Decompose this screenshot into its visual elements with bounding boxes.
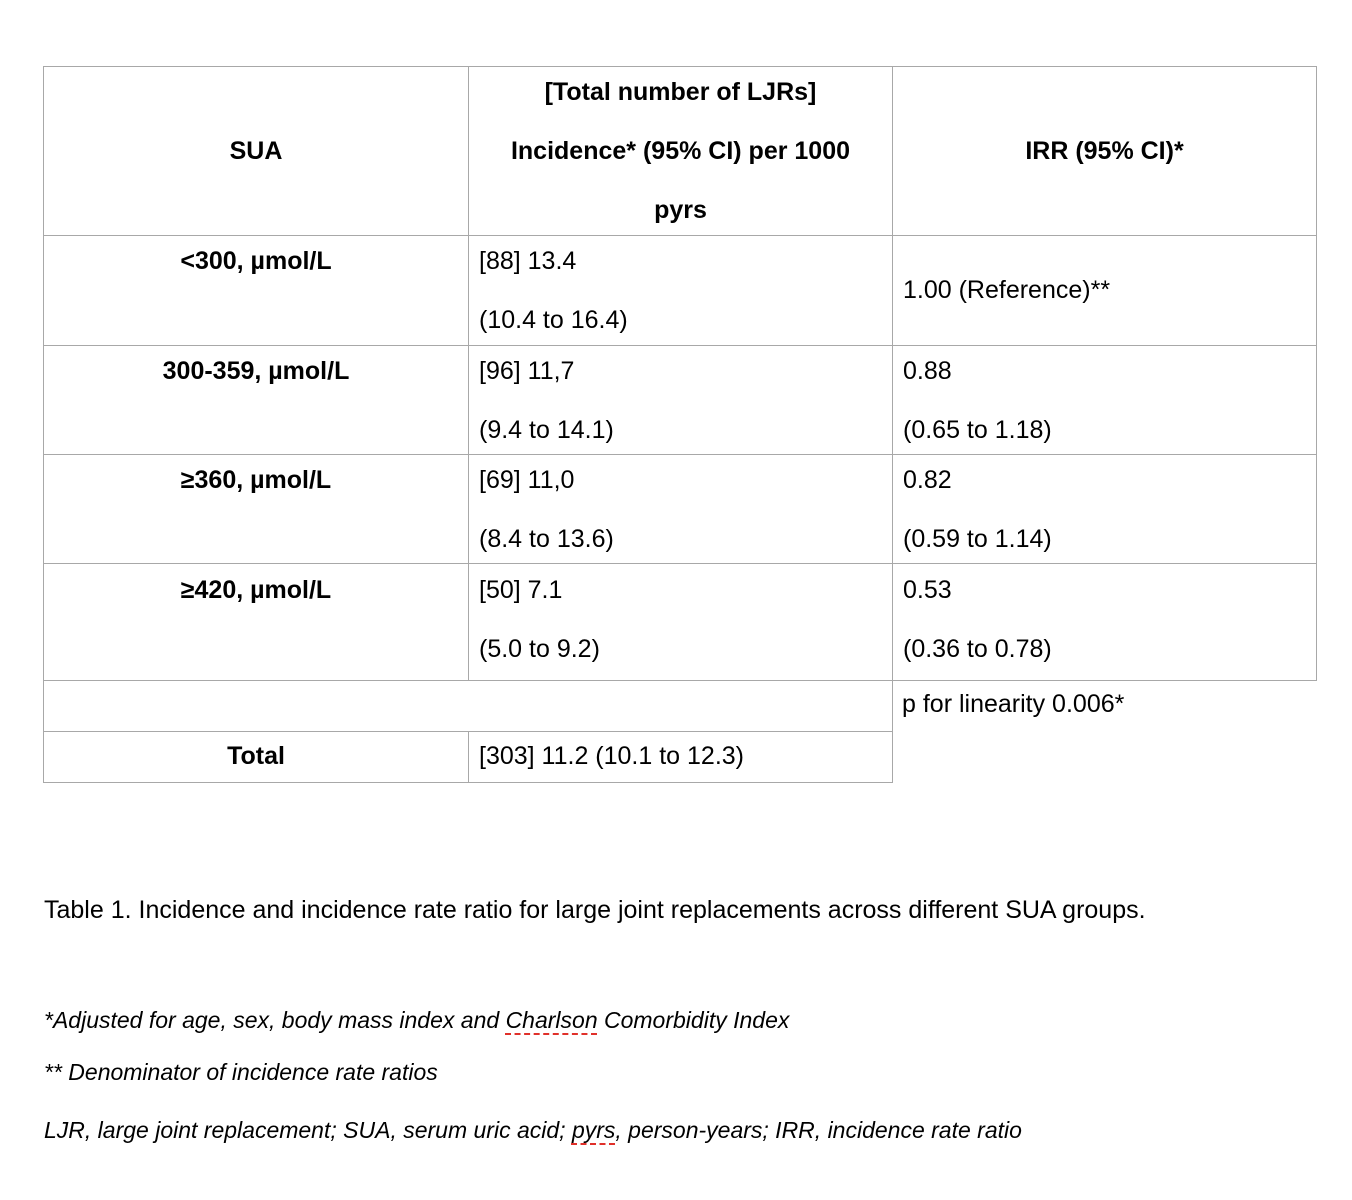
row-irr-3-value: 0.82: [903, 466, 952, 494]
row-incidence-4-ci: (5.0 to 9.2): [479, 635, 600, 663]
header-sua: [43, 66, 469, 236]
row-label-3-text: ≥360, µmol/L: [180, 466, 332, 494]
row-label-2: [43, 345, 469, 455]
footnote-adjusted-after: Comorbidity Index: [597, 1007, 790, 1033]
total-value: [303] 11.2 (10.1 to 12.3): [479, 742, 745, 770]
row-irr-4-value: 0.53: [903, 576, 952, 604]
header-sua-text: SUA: [229, 137, 283, 165]
footnote-adjusted-word: Charlson: [505, 1007, 598, 1033]
total-label: Total: [227, 742, 285, 770]
header-incidence: [468, 66, 893, 236]
row-label-3: [43, 454, 469, 564]
footnote-abbreviations-before: LJR, large joint replacement; SUA, serum uric acid;: [44, 1117, 572, 1143]
footnote-abbreviations-word: pyrs: [571, 1117, 616, 1143]
linearity-cell: [892, 680, 1317, 732]
row-label-4: [43, 563, 469, 681]
total-value-cell: [468, 731, 893, 783]
row-label-4-text: ≥420, µmol/L: [180, 576, 332, 604]
row-incidence-4-value: [50] 7.1: [479, 576, 563, 604]
row-irr-3: [892, 454, 1317, 564]
header-incidence-line1: [Total number of LJRs]: [544, 78, 817, 106]
row-irr-4: [892, 563, 1317, 681]
row-incidence-4: [468, 563, 893, 681]
row-label-2-text: 300-359, µmol/L: [162, 357, 350, 385]
row-irr-2-ci: (0.65 to 1.18): [903, 416, 1052, 444]
footnote-adjusted-before: *Adjusted for age, sex, body mass index and: [44, 1007, 506, 1033]
row-incidence-3-value: [69] 11,0: [479, 466, 575, 494]
row-irr-4-ci: (0.36 to 0.78): [903, 635, 1052, 663]
results-table: [43, 66, 1317, 783]
total-label-cell: [43, 731, 469, 783]
linearity-spacer-cell: [43, 680, 893, 732]
row-incidence-3-ci: (8.4 to 13.6): [479, 525, 614, 553]
row-incidence-2-value: [96] 11,7: [479, 357, 575, 385]
row-incidence-2-ci: (9.4 to 14.1): [479, 416, 614, 444]
row-irr-2: [892, 345, 1317, 455]
row-label-1: [43, 235, 469, 346]
row-incidence-1-value: [88] 13.4: [479, 247, 577, 275]
footnote-adjusted: [44, 1006, 789, 1034]
footnote-abbreviations: [44, 1116, 1022, 1144]
p-linearity-text: p for linearity 0.006*: [902, 690, 1125, 718]
header-irr-text: IRR (95% CI)*: [1025, 137, 1184, 165]
row-irr-1: [892, 235, 1317, 346]
row-irr-1-value: 1.00 (Reference)**: [903, 276, 1111, 304]
row-incidence-2: [468, 345, 893, 455]
header-incidence-line2: Incidence* (95% CI) per 1000: [510, 137, 851, 165]
row-incidence-3: [468, 454, 893, 564]
row-incidence-1: [468, 235, 893, 346]
footnote-abbreviations-after: , person-years; IRR, incidence rate ratio: [615, 1117, 1022, 1143]
table-caption: Table 1. Incidence and incidence rate ratio for large joint replacements across different SUA groups.: [44, 896, 1146, 924]
header-incidence-line3: pyrs: [654, 196, 707, 224]
footnote-denominator: ** Denominator of incidence rate ratios: [44, 1059, 438, 1085]
row-label-1-text: <300, µmol/L: [180, 247, 332, 275]
row-irr-2-value: 0.88: [903, 357, 952, 385]
row-irr-3-ci: (0.59 to 1.14): [903, 525, 1052, 553]
header-irr: [892, 66, 1317, 236]
row-incidence-1-ci: (10.4 to 16.4): [479, 306, 628, 334]
